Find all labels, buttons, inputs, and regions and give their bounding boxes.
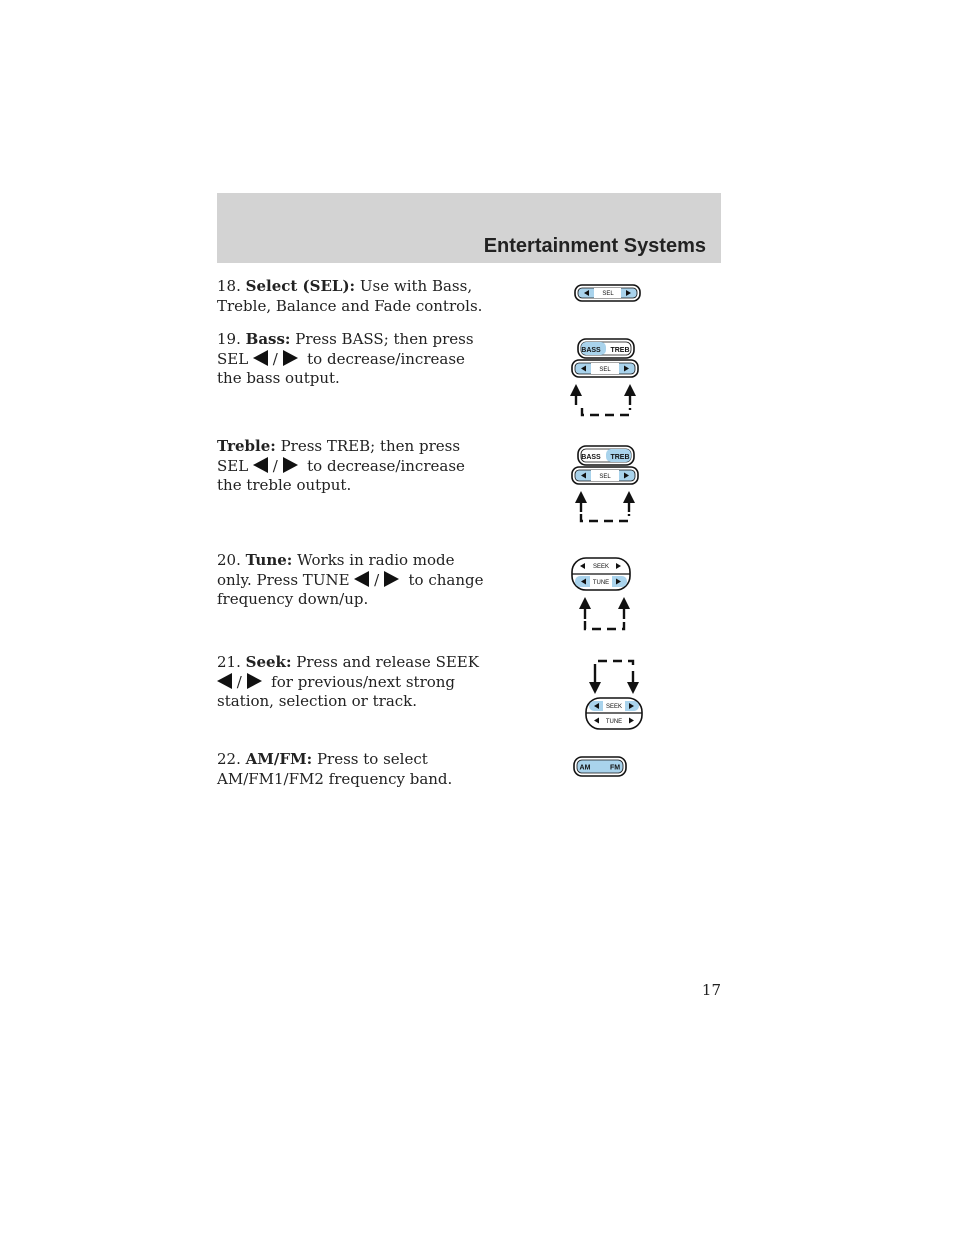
am-label: AM bbox=[579, 764, 591, 772]
item-text: Press TREB; then press SEL bbox=[217, 437, 461, 475]
item-term: Seek: bbox=[245, 653, 292, 671]
item-text: Use with Bass, Treble, Balance and Fade controls. bbox=[217, 277, 483, 315]
item-text: to decrease/increase the treble output. bbox=[217, 456, 465, 494]
item-number: 22. bbox=[217, 750, 241, 768]
item-text: Press BASS; then press SEL bbox=[217, 330, 474, 368]
item-number: 18. bbox=[217, 277, 241, 295]
left-arrow-icon bbox=[253, 457, 268, 473]
item-amfm bbox=[217, 750, 487, 789]
slash: / bbox=[272, 456, 278, 475]
bass-figure bbox=[568, 336, 644, 420]
sel-label: SEL bbox=[599, 367, 611, 373]
item-term: Select (SEL): bbox=[245, 277, 356, 295]
item-text: to change frequency down/up. bbox=[217, 570, 484, 608]
right-arrow-icon bbox=[247, 673, 262, 689]
right-arrow-icon bbox=[283, 457, 298, 473]
item-text: to decrease/increase the bass output. bbox=[217, 349, 465, 387]
bass-label: BASS bbox=[581, 347, 601, 354]
page-number: 17 bbox=[701, 981, 721, 999]
item-number: 19. bbox=[217, 330, 241, 348]
item-bass bbox=[217, 330, 487, 389]
item-treble bbox=[217, 437, 487, 496]
right-arrow-icon bbox=[283, 350, 298, 366]
slash: / bbox=[272, 349, 278, 368]
slash: / bbox=[374, 570, 380, 589]
left-arrow-icon bbox=[217, 673, 232, 689]
item-text: Press to select AM/FM1/FM2 frequency band. bbox=[217, 750, 453, 788]
tune-label: TUNE bbox=[592, 580, 610, 586]
treble-figure bbox=[568, 443, 644, 527]
item-text: Press and release SEEK bbox=[296, 653, 479, 671]
bass-label: BASS bbox=[581, 454, 601, 461]
item-tune bbox=[217, 551, 487, 610]
seek-label: SEEK bbox=[605, 704, 623, 710]
tune-figure bbox=[568, 555, 634, 635]
item-number: 20. bbox=[217, 551, 241, 569]
section-title: Entertainment Systems bbox=[483, 235, 706, 257]
item-text: for previous/next strong station, selection or track. bbox=[217, 672, 456, 710]
item-select bbox=[217, 277, 487, 316]
sel-label: SEL bbox=[599, 474, 611, 480]
amfm-button-figure bbox=[570, 754, 632, 780]
tune-label: TUNE bbox=[605, 719, 623, 725]
left-arrow-icon bbox=[354, 571, 369, 587]
fm-label: FM bbox=[609, 764, 621, 772]
sel-label: SEL bbox=[602, 291, 614, 297]
item-term: Treble: bbox=[217, 437, 276, 455]
seek-figure bbox=[582, 655, 648, 735]
slash: / bbox=[236, 672, 242, 691]
treb-label: TREB bbox=[610, 347, 630, 354]
left-arrow-icon bbox=[253, 350, 268, 366]
right-arrow-icon bbox=[384, 571, 399, 587]
treb-label: TREB bbox=[610, 454, 630, 461]
section-header bbox=[217, 193, 721, 263]
item-seek bbox=[217, 653, 487, 712]
item-term: Tune: bbox=[245, 551, 293, 569]
item-term: AM/FM: bbox=[245, 750, 313, 768]
seek-label: SEEK bbox=[592, 564, 610, 570]
item-text: Works in radio mode only. Press TUNE bbox=[217, 551, 455, 589]
item-term: Bass: bbox=[245, 330, 291, 348]
item-number: 21. bbox=[217, 653, 241, 671]
sel-button-figure bbox=[570, 280, 646, 306]
